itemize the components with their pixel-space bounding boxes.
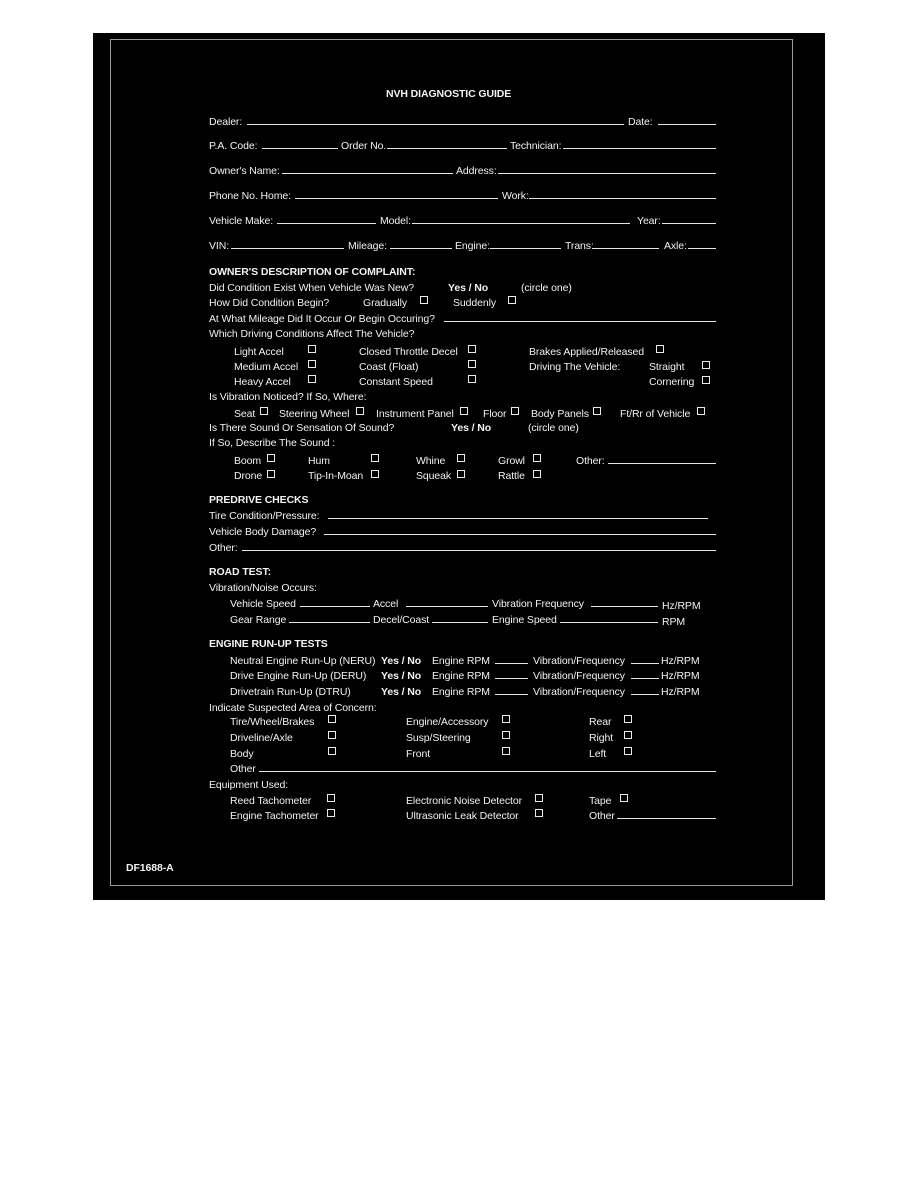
coast-label: Coast (Float)	[359, 361, 419, 373]
rattle-checkbox[interactable]	[533, 470, 541, 478]
new-yes-no[interactable]: Yes / No	[448, 282, 489, 294]
brakes-label: Brakes Applied/Released	[529, 346, 645, 358]
engine-speed-label: Engine Speed	[492, 614, 557, 626]
boom-label: Boom	[234, 455, 262, 467]
neru-vf-field[interactable]	[631, 663, 659, 664]
deru-vf-label: Vibration/Frequency	[533, 670, 625, 682]
steering-wheel-label: Steering Wheel	[279, 408, 350, 420]
phone-home-field[interactable]	[295, 198, 498, 199]
year-field[interactable]	[662, 223, 716, 224]
floor-label: Floor	[483, 408, 507, 420]
accel-label: Accel	[373, 598, 399, 610]
q-condition-begin: How Did Condition Begin?	[209, 297, 330, 309]
technician-label: Technician:	[510, 140, 562, 152]
noise-detector-label: Electronic Noise Detector	[406, 795, 522, 807]
sound-yes-no[interactable]: Yes / No	[451, 422, 492, 434]
engine-tests-heading: ENGINE RUN-UP TESTS	[209, 638, 328, 650]
page-title: NVH DIAGNOSTIC GUIDE	[386, 88, 512, 100]
front-checkbox[interactable]	[502, 747, 510, 755]
neru-label: Neutral Engine Run-Up (NERU)	[230, 655, 376, 667]
rattle-label: Rattle	[498, 470, 525, 482]
deru-yes-no[interactable]: Yes / No	[381, 670, 422, 682]
body-panels-label: Body Panels	[531, 408, 589, 420]
pa-code-label: P.A. Code:	[209, 140, 258, 152]
ft-rr-label: Ft/Rr of Vehicle	[620, 408, 691, 420]
constant-speed-label: Constant Speed	[359, 376, 433, 388]
front-label: Front	[406, 748, 431, 760]
hum-checkbox[interactable]	[371, 454, 379, 462]
pa-code-field[interactable]	[262, 148, 338, 149]
driveline-checkbox[interactable]	[328, 731, 336, 739]
new-circle-one: (circle one)	[521, 282, 572, 294]
vehicle-speed-field[interactable]	[300, 606, 370, 607]
vin-label: VIN:	[209, 240, 230, 252]
tape-label: Tape	[589, 795, 612, 807]
closed-throttle-checkbox[interactable]	[468, 345, 476, 353]
vin-field[interactable]	[231, 248, 344, 249]
heavy-accel-checkbox[interactable]	[308, 375, 316, 383]
deru-rpm-label: Engine RPM	[432, 670, 490, 682]
q-sound: Is There Sound Or Sensation Of Sound?	[209, 422, 395, 434]
gear-range-label: Gear Range	[230, 614, 287, 626]
date-field[interactable]	[658, 124, 716, 125]
susp-steering-label: Susp/Steering	[406, 732, 471, 744]
instrument-panel-checkbox[interactable]	[460, 407, 468, 415]
reed-tach-label: Reed Tachometer	[230, 795, 312, 807]
straight-checkbox[interactable]	[702, 361, 710, 369]
tire-wheel-label: Tire/Wheel/Brakes	[230, 716, 315, 728]
decel-coast-field[interactable]	[432, 622, 488, 623]
mileage-label: Mileage:	[348, 240, 387, 252]
seat-label: Seat	[234, 408, 256, 420]
decel-coast-label: Decel/Coast	[373, 614, 430, 626]
light-accel-label: Light Accel	[234, 346, 284, 358]
sound-other-label: Other:	[576, 455, 605, 467]
straight-label: Straight	[649, 361, 685, 373]
equipment-heading: Equipment Used:	[209, 779, 289, 791]
technician-field[interactable]	[563, 148, 716, 149]
gear-range-field[interactable]	[289, 622, 370, 623]
drone-label: Drone	[234, 470, 263, 482]
leak-detector-checkbox[interactable]	[535, 809, 543, 817]
constant-speed-checkbox[interactable]	[468, 375, 476, 383]
dtru-vf-field[interactable]	[631, 694, 659, 695]
mileage-occur-field[interactable]	[444, 321, 716, 322]
leak-detector-label: Ultrasonic Leak Detector	[406, 810, 519, 822]
dtru-yes-no[interactable]: Yes / No	[381, 686, 422, 698]
predrive-other-field[interactable]	[242, 550, 716, 551]
dtru-vf-label: Vibration/Frequency	[533, 686, 625, 698]
driving-vehicle-label: Driving The Vehicle:	[529, 361, 621, 373]
dtru-rpm-label: Engine RPM	[432, 686, 490, 698]
neru-rpm-label: Engine RPM	[432, 655, 490, 667]
body-area-checkbox[interactable]	[328, 747, 336, 755]
gradually-label: Gradually	[363, 297, 408, 309]
suddenly-label: Suddenly	[453, 297, 496, 309]
tip-in-moan-checkbox[interactable]	[371, 470, 379, 478]
address-field[interactable]	[498, 173, 716, 174]
vib-frequency-field[interactable]	[591, 606, 658, 607]
rpm-unit: RPM	[662, 616, 686, 628]
instrument-panel-label: Instrument Panel	[376, 408, 454, 420]
order-no-field[interactable]	[387, 148, 507, 149]
body-damage-label: Vehicle Body Damage?	[209, 526, 317, 538]
q-driving-conditions: Which Driving Conditions Affect The Vehicle?	[209, 328, 415, 340]
heavy-accel-label: Heavy Accel	[234, 376, 291, 388]
body-damage-field[interactable]	[324, 534, 716, 535]
vib-frequency-label: Vibration Frequency	[492, 598, 584, 610]
engine-tach-label: Engine Tachometer	[230, 810, 319, 822]
tire-wheel-checkbox[interactable]	[328, 715, 336, 723]
drone-checkbox[interactable]	[267, 470, 275, 478]
order-no-label: Order No.	[341, 140, 387, 152]
engine-speed-field[interactable]	[560, 622, 658, 623]
body-area-label: Body	[230, 748, 254, 760]
rear-label: Rear	[589, 716, 612, 728]
cornering-label: Cornering	[649, 376, 695, 388]
dealer-label: Dealer:	[209, 116, 243, 128]
sound-circle-one: (circle one)	[528, 422, 579, 434]
q-condition-new: Did Condition Exist When Vehicle Was New?	[209, 282, 415, 294]
neru-yes-no[interactable]: Yes / No	[381, 655, 422, 667]
squeak-checkbox[interactable]	[457, 470, 465, 478]
whine-label: Whine	[416, 455, 446, 467]
equipment-other-label: Other	[589, 810, 615, 822]
cornering-checkbox[interactable]	[702, 376, 710, 384]
neru-unit: Hz/RPM	[661, 655, 700, 667]
accel-field[interactable]	[406, 606, 488, 607]
document-code: DF1688-A	[126, 862, 174, 874]
deru-rpm-field[interactable]	[495, 678, 528, 679]
deru-unit: Hz/RPM	[661, 670, 700, 682]
concern-other-field[interactable]	[259, 771, 716, 772]
dtru-rpm-field[interactable]	[495, 694, 528, 695]
coast-checkbox[interactable]	[468, 360, 476, 368]
left-label: Left	[589, 748, 607, 760]
equipment-other-field[interactable]	[617, 818, 716, 819]
work-label: Work:	[502, 190, 529, 202]
deru-label: Drive Engine Run-Up (DERU)	[230, 670, 367, 682]
q-vibration: Is Vibration Noticed? If So, Where:	[209, 391, 367, 403]
trans-label: Trans:	[565, 240, 594, 252]
seat-checkbox[interactable]	[260, 407, 268, 415]
suddenly-checkbox[interactable]	[508, 296, 516, 304]
whine-checkbox[interactable]	[457, 454, 465, 462]
phone-home-label: Phone No. Home:	[209, 190, 291, 202]
date-label: Date:	[628, 116, 653, 128]
susp-steering-checkbox[interactable]	[502, 731, 510, 739]
squeak-label: Squeak	[416, 470, 452, 482]
owners-name-field[interactable]	[282, 173, 453, 174]
predrive-other-label: Other:	[209, 542, 238, 554]
tire-condition-label: Tire Condition/Pressure:	[209, 510, 320, 522]
driveline-label: Driveline/Axle	[230, 732, 293, 744]
body-panels-checkbox[interactable]	[593, 407, 601, 415]
year-label: Year:	[637, 215, 661, 227]
sound-other-field[interactable]	[608, 463, 716, 464]
vibration-occurs-label: Vibration/Noise Occurs:	[209, 582, 317, 594]
owners-name-label: Owner's Name:	[209, 165, 280, 177]
complaint-heading: OWNER'S DESCRIPTION OF COMPLAINT:	[209, 266, 416, 278]
medium-accel-checkbox[interactable]	[308, 360, 316, 368]
axle-label: Axle:	[664, 240, 687, 252]
right-checkbox[interactable]	[624, 731, 632, 739]
closed-throttle-label: Closed Throttle Decel	[359, 346, 458, 358]
concern-heading: Indicate Suspected Area of Concern:	[209, 702, 377, 714]
vehicle-speed-label: Vehicle Speed	[230, 598, 296, 610]
tape-checkbox[interactable]	[620, 794, 628, 802]
address-label: Address:	[456, 165, 497, 177]
dtru-unit: Hz/RPM	[661, 686, 700, 698]
work-field[interactable]	[529, 198, 716, 199]
brakes-checkbox[interactable]	[656, 345, 664, 353]
floor-checkbox[interactable]	[511, 407, 519, 415]
boom-checkbox[interactable]	[267, 454, 275, 462]
model-label: Model:	[380, 215, 411, 227]
reed-tach-checkbox[interactable]	[327, 794, 335, 802]
ft-rr-checkbox[interactable]	[697, 407, 705, 415]
tire-condition-field[interactable]	[328, 518, 708, 519]
left-checkbox[interactable]	[624, 747, 632, 755]
q-mileage: At What Mileage Did It Occur Or Begin Occuring?	[209, 313, 435, 325]
gradually-checkbox[interactable]	[420, 296, 428, 304]
road-test-heading: ROAD TEST:	[209, 566, 272, 578]
vehicle-make-field[interactable]	[277, 223, 376, 224]
growl-label: Growl	[498, 455, 525, 467]
engine-accessory-checkbox[interactable]	[502, 715, 510, 723]
deru-vf-field[interactable]	[631, 678, 659, 679]
hum-label: Hum	[308, 455, 330, 467]
trans-field[interactable]	[593, 248, 659, 249]
tip-in-moan-label: Tip-In-Moan	[308, 470, 364, 482]
axle-field[interactable]	[688, 248, 716, 249]
growl-checkbox[interactable]	[533, 454, 541, 462]
mileage-field[interactable]	[390, 248, 452, 249]
light-accel-checkbox[interactable]	[308, 345, 316, 353]
hz-rpm-unit: Hz/RPM	[662, 600, 701, 612]
q-describe-sound: If So, Describe The Sound :	[209, 437, 336, 449]
engine-accessory-label: Engine/Accessory	[406, 716, 489, 728]
right-label: Right	[589, 732, 614, 744]
engine-tach-checkbox[interactable]	[327, 809, 335, 817]
engine-label: Engine:	[455, 240, 490, 252]
model-field[interactable]	[412, 223, 630, 224]
noise-detector-checkbox[interactable]	[535, 794, 543, 802]
dtru-label: Drivetrain Run-Up (DTRU)	[230, 686, 351, 698]
steering-wheel-checkbox[interactable]	[356, 407, 364, 415]
dealer-field[interactable]	[247, 124, 624, 125]
predrive-heading: PREDRIVE CHECKS	[209, 494, 309, 506]
rear-checkbox[interactable]	[624, 715, 632, 723]
neru-rpm-field[interactable]	[495, 663, 528, 664]
medium-accel-label: Medium Accel	[234, 361, 299, 373]
concern-other-label: Other	[230, 763, 256, 775]
vehicle-make-label: Vehicle Make:	[209, 215, 274, 227]
neru-vf-label: Vibration/Frequency	[533, 655, 625, 667]
engine-field[interactable]	[490, 248, 561, 249]
